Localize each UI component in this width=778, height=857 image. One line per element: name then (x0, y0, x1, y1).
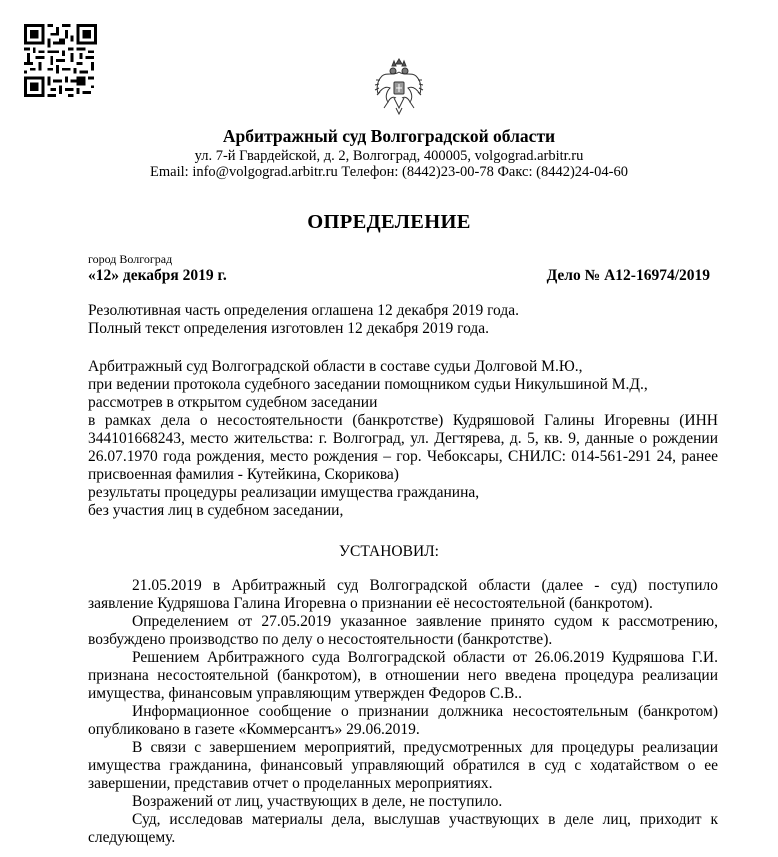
body-paragraph: Суд, исследовав материалы дела, выслушав участвующих в деле лиц, приходит к следующему. (88, 811, 718, 846)
resolution-line: Полный текст определения изготовлен 12 декабря 2019 года. (88, 320, 490, 337)
intro-line: рассмотрев в открытом судебном заседании (88, 394, 378, 411)
body-paragraph: Решением Арбитражного суда Волгоградской области от 26.06.2019 Кудряшова Г.И. признана несостоятельной (банкротом), в отношении него введена процедура реализации имущества, финансовым управляющим утвержден Федоров С.В.. (88, 649, 718, 702)
document-city: город Волгоград (88, 252, 173, 266)
intro-line: без участия лиц в судебном заседании, (88, 502, 344, 519)
court-contacts: Email: info@volgograd.arbitr.ru Телефон: (8442)23-00-78 Факс: (8442)24-04-60 (150, 164, 628, 180)
qr-code-icon (24, 24, 97, 97)
body-paragraph: Возражений от лиц, участвующих в деле, не поступило. (132, 793, 503, 810)
court-address: ул. 7-й Гвардейской, д. 2, Волгоград, 400005, volgograd.arbitr.ru (194, 148, 584, 164)
document-title: ОПРЕДЕЛЕНИЕ (307, 211, 471, 233)
body-section (88, 577, 718, 847)
resolution-line: Резолютивная часть определения оглашена 12 декабря 2019 года. (88, 302, 520, 319)
body-paragraph: Информационное сообщение о признании должника несостоятельным (банкротом) опубликовано в газете «Коммерсантъ» 29.06.2019. (88, 703, 718, 738)
intro-line: при ведении протокола судебного заседании помощником судьи Никульшиной М.Д., (88, 376, 648, 393)
body-paragraph: Определением от 27.05.2019 указанное заявление принято судом к рассмотрению, возбуждено производство по делу о несостоятельности (банкротстве). (88, 613, 718, 648)
body-paragraph: В связи с завершением мероприятий, предусмотренных для процедуры реализации имущества гражданина, финансовый управляющий обратился в суд с ходатайством о ее завершении, представив отчет о проделанных мероприятиях. (88, 739, 718, 792)
intro-line: результаты процедуры реализации имущества гражданина, (88, 484, 480, 501)
case-number: Дело № А12-16974/2019 (546, 267, 710, 284)
intro-section (88, 358, 718, 520)
document-date: «12» декабря 2019 г. (88, 267, 227, 284)
resolution-notes (88, 302, 718, 338)
russian-coat-of-arms-icon (372, 58, 426, 116)
court-name: Арбитражный суд Волгоградской области (222, 126, 556, 146)
intro-line: Арбитражный суд Волгоградской области в составе судьи Долговой М.Ю., (88, 358, 583, 375)
case-paragraph: в рамках дела о несостоятельности (банкротстве) Кудряшовой Галины Игоревны (ИНН 344101668243, место жительства: г. Волгоград, ул. Дегтярева, д. 5, кв. 9, данные о рождении 26.07.1970 года рождения, место рождения – гор. Чебоксары, СНИЛС: 014-561-291 24, ранее присвоенная фамилия - Кутейкина, Скорикова) (88, 412, 718, 483)
established-heading: УСТАНОВИЛ: (339, 543, 439, 560)
body-paragraph: 21.05.2019 в Арбитражный суд Волгоградской области (далее - суд) поступило заявление Кудряшова Галина Игоревна о признании её несостоятельной (банкротом). (88, 577, 718, 612)
